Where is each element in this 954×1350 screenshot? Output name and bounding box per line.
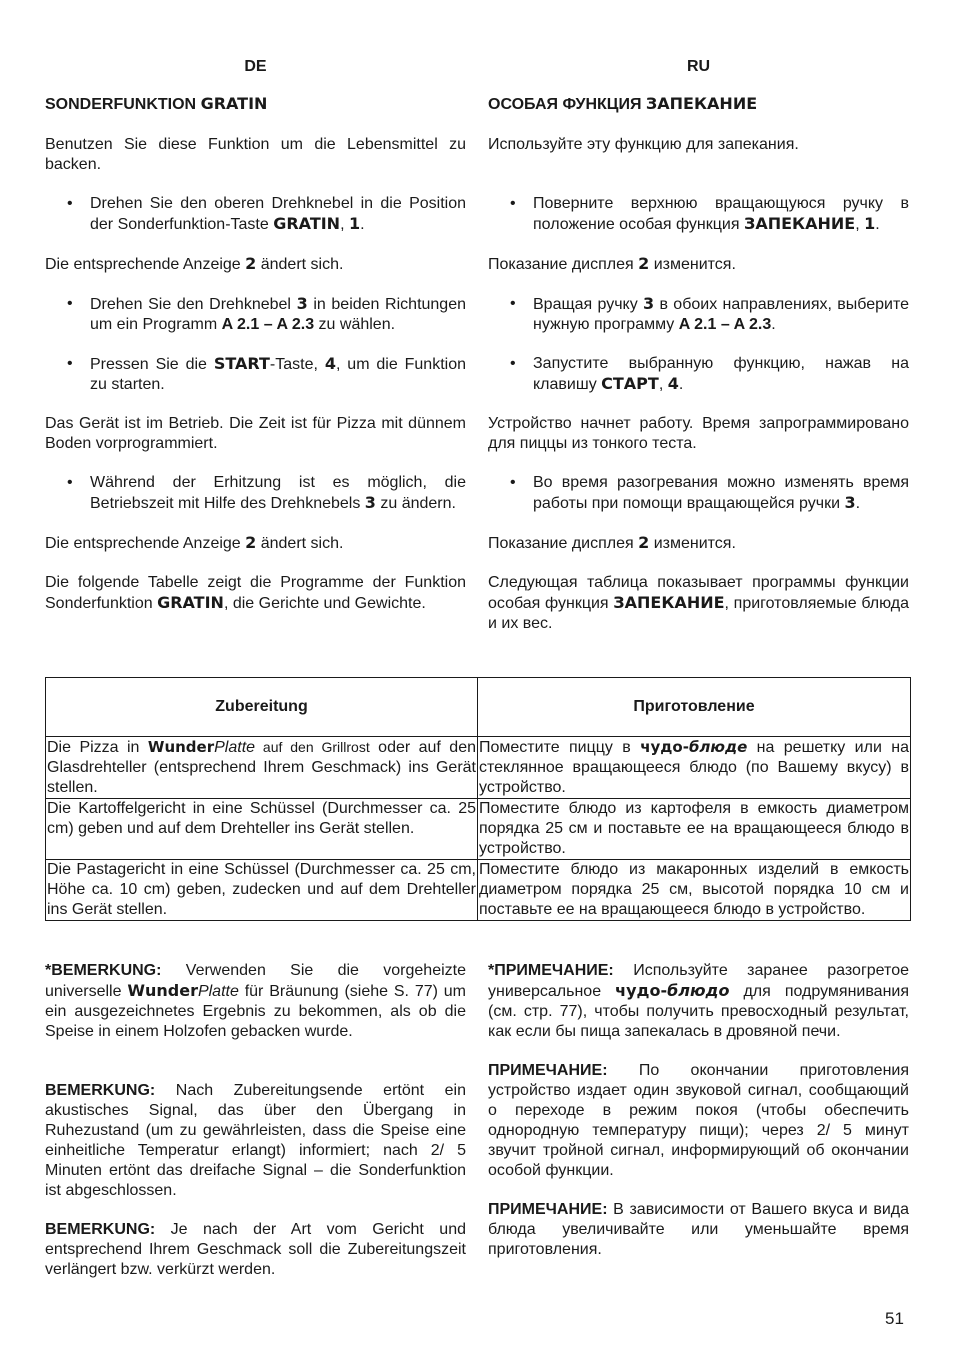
table-cell-de: Die Kartoffelgericht in eine Schüssel (Durchmesser ca. 25 cm) geben und auf dem Drehteller ins Gerät stellen. — [46, 799, 478, 860]
notes-de — [45, 961, 466, 1280]
table-cell-ru: Поместите блюдо из картофеля в емкость диаметром порядка 25 см и поставьте ее на вращающееся блюдо в устройство. — [478, 799, 911, 860]
bullet-step-4: • Во время разогревания можно изменять время работы при помощи вращающейся ручки 3. — [488, 473, 909, 514]
display-change-paragraph: Показание дисплея 2 изменится. — [488, 254, 736, 273]
table-row — [46, 737, 911, 799]
heading-prefix: ОСОБАЯ ФУНКЦИЯ — [488, 96, 646, 113]
bullet-step-2: • Drehen Sie den Drehknebel 3 in beiden Richtungen um ein Programm A 2.1 – A 2.3 zu wählen. — [45, 294, 466, 335]
table-intro-paragraph: Die folgende Tabelle zeigt die Programme der Funktion Sonderfunktion GRATIN, die Gerichte und Gewichte. — [45, 574, 466, 612]
table-header-de: Zubereitung — [46, 678, 478, 737]
table-header-row — [46, 678, 911, 737]
note-2: BEMERKUNG: Nach Zubereitungsende ertönt ein akustisches Signal, das über den Übergang in Ruhezustand (um zu gewährleisten, dass die Speise eine einheitliche Temperatur erlangt) informiert; nach 2/ 5 Minuten ertönt das dreifache Signal – die Sonderfunktion ist abgeschlossen. — [45, 1082, 466, 1199]
section-heading-de — [45, 93, 466, 116]
language-label-ru: RU — [686, 58, 711, 75]
note-2: ПРИМЕЧАНИЕ: По окончании приготовления устройство издает один звуковой сигнал, сообщающий о переходе в режим покоя (чтобы обеспечить однородную температуру пищи); через 2/ 5 минут звучит тройной сигнал, информирующий об окончании особой функции. — [488, 1062, 909, 1179]
language-label-de: DE — [244, 58, 267, 75]
table-cell-de: Die Pastagericht in eine Schüssel (Durchmesser ca. 25 cm, Höhe ca. 10 cm) geben, zudecken und auf dem Drehteller ins Gerät stellen. — [46, 860, 478, 921]
table-cell-ru: Поместите пиццу в чудо-блюде на решетку или на стеклянное вращающееся блюдо (по Вашему вкусу) в устройство. — [478, 737, 911, 799]
bullet-step-2: • Вращая ручку 3 в обоих направлениях, выберите нужную программу A 2.1 – A 2.3. — [488, 294, 909, 335]
bullet-step-1: • Поверните верхнюю вращающуюся ручку в положение особая функция ЗАПЕКАНИЕ, 1. — [488, 194, 909, 235]
heading-prefix: SONDERFUNKTION — [45, 96, 201, 113]
bullet-step-3: • Pressen Sie die START-Taste, 4, um die Funktion zu starten. — [45, 354, 466, 395]
note-1: *ПРИМЕЧАНИЕ: Используйте заранее разогретое универсальное чудо-блюдо для подрумянивания (см. стр. 77), чтобы получить превосходный результат, как если бы пища запекалась в дровяной печи. — [488, 962, 910, 1040]
note-1: *BEMERKUNG: Verwenden Sie die vorgeheizte universelle WunderPlatte für Bräunung (siehe S. 77) um ein ausgezeichnetes Ergebnis zu bekommen, als ob die Speise in einem Holzofen gebacken wurde. — [45, 962, 466, 1040]
russian-column — [488, 56, 909, 634]
table-row — [46, 860, 911, 921]
table-row — [46, 799, 911, 860]
intro-paragraph: Используйте эту функцию для запекания. — [488, 136, 799, 153]
display-change-paragraph-2: Die entsprechende Anzeige 2 ändert sich. — [45, 533, 344, 552]
table-cell-ru: Поместите блюдо из макаронных изделий в емкость диаметром порядка 25 см, высотой порядка 10 см и поставьте ее на вращающееся блюдо в устройство. — [478, 860, 911, 921]
page-number: 51 — [885, 1309, 904, 1328]
operation-paragraph: Устройство начнет работу. Время запрограммировано для пиццы из тонкого теста. — [488, 415, 909, 452]
table-intro-paragraph: Следующая таблица показывает программы функции особая функция ЗАПЕКАНИЕ, приготовляемые блюда и их вес. — [488, 574, 909, 632]
note-3: ПРИМЕЧАНИЕ: В зависимости от Вашего вкуса и вида блюда увеличивайте или уменьшайте время приготовления. — [488, 1201, 909, 1258]
heading-function-name: ЗАПЕКАНИЕ — [645, 94, 758, 113]
display-change-paragraph-2: Показание дисплея 2 изменится. — [488, 533, 736, 552]
bullet-step-3: • Запустите выбранную функцию, нажав на клавишу СТАРТ, 4. — [488, 354, 909, 395]
operation-paragraph: Das Gerät ist im Betrieb. Die Zeit ist für Pizza mit dünnem Boden vorprogrammiert. — [45, 415, 466, 452]
table-header-ru: Приготовление — [478, 678, 911, 737]
display-change-paragraph: Die entsprechende Anzeige 2 ändert sich. — [45, 254, 344, 273]
intro-paragraph: Benutzen Sie diese Funktion um die Lebensmittel zu backen. — [45, 136, 466, 173]
german-column — [45, 56, 466, 614]
section-heading-ru — [488, 93, 909, 116]
bullet-step-1: • Drehen Sie den oberen Drehknebel in die Position der Sonderfunktion-Taste GRATIN, 1. — [45, 194, 466, 235]
heading-function-name: GRATIN — [200, 94, 268, 113]
bullet-step-4: • Während der Erhitzung ist es möglich, die Betriebszeit mit Hilfe des Drehknebels 3 zu ändern. — [45, 473, 466, 514]
note-3: BEMERKUNG: Je nach der Art vom Gericht und entsprechend Ihrem Geschmack soll die Zubereitungszeit verlängert bzw. verkürzt werden. — [45, 1221, 466, 1278]
notes-ru — [488, 961, 909, 1260]
preparation-table — [45, 677, 911, 921]
table-cell-de: Die Pizza in WunderPlatte auf den Grillrost oder auf den Glasdrehteller (entsprechend Ihrem Geschmack) ins Gerät stellen. — [46, 737, 478, 799]
